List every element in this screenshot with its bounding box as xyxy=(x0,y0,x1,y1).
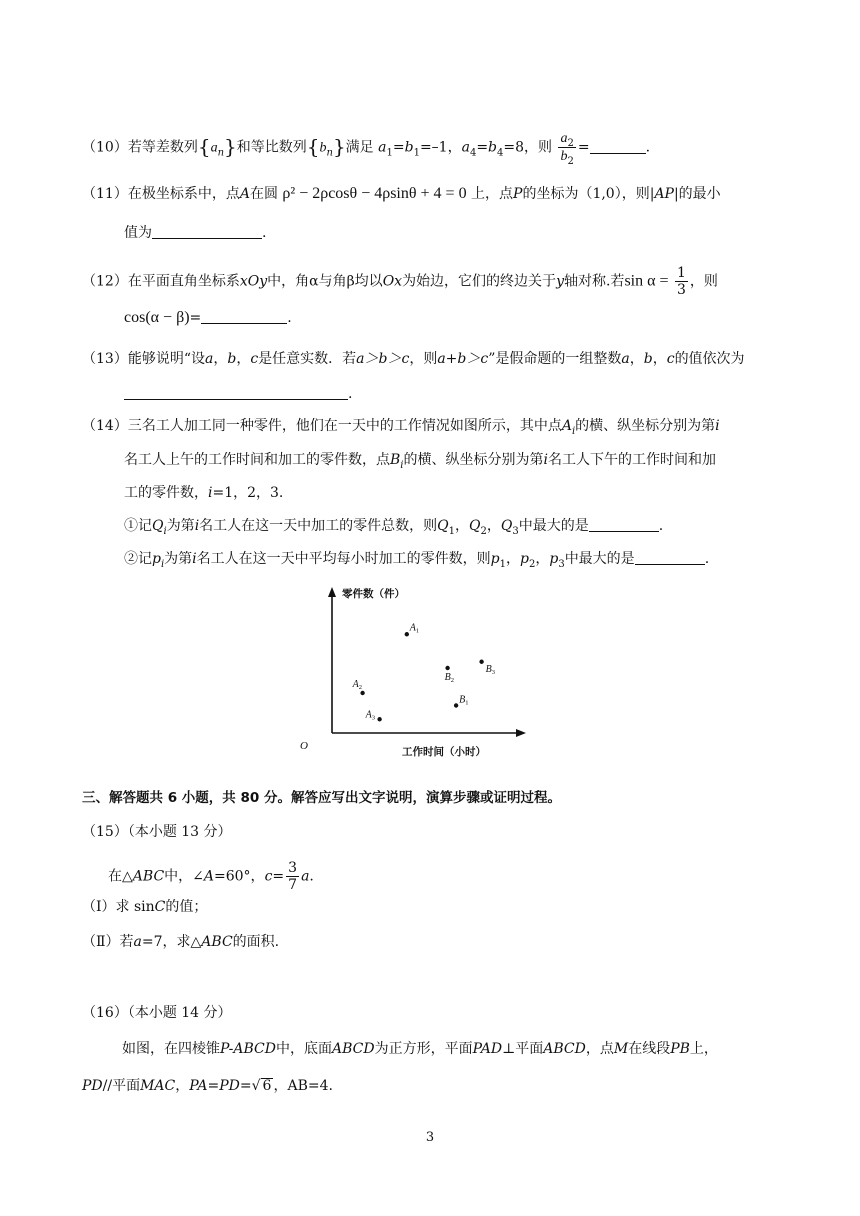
point-a3 xyxy=(377,717,381,721)
circle-equation: ρ² − 2ρcosθ − 4ρsinθ + 4 = 0 xyxy=(282,185,467,202)
question-14: （14）三名工人加工同一种零件，他们在一天中的工作情况如图所示，其中点$A_i$的横、纵坐标分别为第i xyxy=(82,418,720,437)
section-3-heading: 三、解答题共 6 小题，共 80 分。解答应写出文字说明，演算步骤或证明过程。 xyxy=(82,790,561,806)
question-16-header: （16）（本小题 14 分） xyxy=(82,1005,232,1021)
question-16-line1: 如图，在四棱锥P-ABCD中，底面ABCD为正方形，平面PAD⊥平面ABCD，点M在线段PB上， xyxy=(122,1041,718,1057)
y-axis-arrow xyxy=(328,587,336,597)
point-label-b1: $B_1$ xyxy=(459,694,469,707)
question-15-part2: （Ⅱ）若a=7，求△ABC的面积. xyxy=(82,934,280,950)
answer-blank[interactable] xyxy=(590,139,646,154)
question-15-stem: 在△ABC中，∠A=60°，c= $\frac{3}{7}$ a. xyxy=(108,860,314,893)
point-b1 xyxy=(454,703,458,707)
point-label-b3: $B_3$ xyxy=(485,663,495,676)
fraction: $\frac{a_2}{b_2}$ xyxy=(560,131,574,167)
answer-blank[interactable] xyxy=(589,517,659,532)
question-13-line2: . xyxy=(124,384,352,404)
point-a2 xyxy=(360,691,364,695)
question-14-line2: 名工人上午的工作时间和加工的零件数，点$B_i$的横、纵坐标分别为第i名工人下午的工作时间和加 xyxy=(124,452,716,471)
point-b2 xyxy=(445,666,449,670)
question-10: （10）若等差数列$\{a_n\}$和等比数列$\{b_n\}$满足 $a_1=b_1=-1$，$a_4=b_4=8$，则 $\frac{a_2}{b_2}$ = . xyxy=(82,131,651,167)
question-11: （11）在极坐标系中，点A在圆 ρ² − 2ρcosθ − 4ρsinθ + 4 = 0 上，点P的坐标为（1,0），则|AP|的最小 xyxy=(82,185,721,202)
x-axis-arrow xyxy=(516,729,526,737)
page-number: 3 xyxy=(425,1130,435,1145)
question-14-sub1: ①记$Q_i$为第i名工人在这一天中加工的零件总数，则$Q_1$，$Q_2$，$Q_3$中最大的是 . xyxy=(124,518,664,537)
answer-blank[interactable] xyxy=(124,385,348,400)
answer-blank[interactable] xyxy=(152,224,262,239)
question-15-header: （15）（本小题 13 分） xyxy=(82,824,232,840)
origin-label: O xyxy=(300,740,308,752)
answer-blank[interactable] xyxy=(201,309,287,324)
point-label-a3: $A_3$ xyxy=(365,709,375,722)
question-12-line2: cos(α − β)= . xyxy=(124,309,292,326)
sqrt-expression: √ 6 xyxy=(251,1078,272,1094)
point-label-a1: $A_1$ xyxy=(409,622,420,635)
point-a1 xyxy=(405,632,409,636)
y-axis-label: 零件数（件） xyxy=(342,588,405,600)
question-13: （13）能够说明“设a，b，c是任意实数．若a＞b＞c，则a+b＞c”是假命题的一组整数a，b，c的值依次为 xyxy=(82,351,745,367)
point-label-b2: $B_2$ xyxy=(444,672,454,684)
fraction: $\frac{1}{3}$ xyxy=(676,265,686,298)
answer-blank[interactable] xyxy=(635,550,705,565)
x-axis-label: 工作时间（小时） xyxy=(402,746,486,758)
worker-scatter-chart xyxy=(300,585,530,760)
point-b3 xyxy=(479,660,483,664)
point-label-a2: $A_2$ xyxy=(352,679,362,691)
question-14-sub2: ②记$p_i$为第i名工人在这一天中平均每小时加工的零件数，则$p_1$，$p_2$，$p_3$中最大的是 . xyxy=(124,551,710,570)
question-11-line2: 值为 . xyxy=(124,225,267,241)
question-15-part1: （Ⅰ）求 sinC的值； xyxy=(82,899,208,915)
question-12: （12）在平面直角坐标系xOy中，角α与角β均以Ox为始边，它们的终边关于y轴对称.若sin α = $\frac{1}{3}$ ，则 xyxy=(82,265,718,298)
question-number: （10） xyxy=(82,139,128,156)
question-14-line3: 工的零件数，i=1，2，3. xyxy=(124,485,284,501)
question-16-line2: PD//平面MAC，PA=PD=√ 6 ，AB=4. xyxy=(82,1078,333,1094)
fraction: $\frac{3}{7}$ xyxy=(288,860,298,893)
data-points xyxy=(352,622,495,721)
